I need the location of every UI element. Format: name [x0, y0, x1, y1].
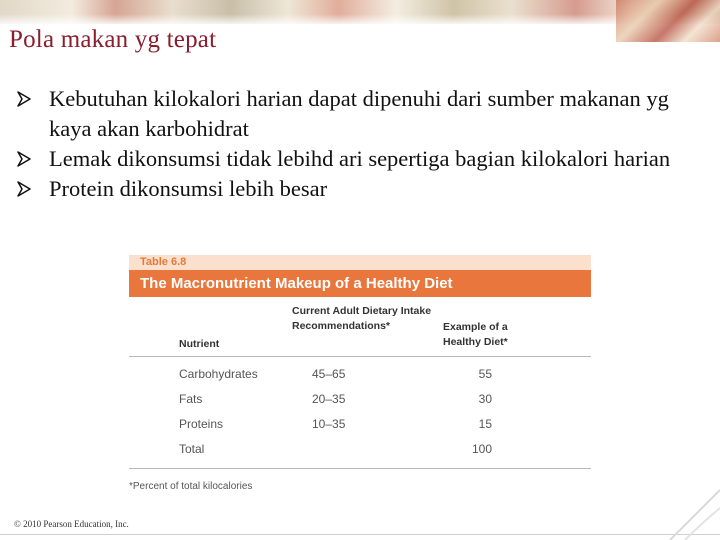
corner-food-image [616, 0, 720, 42]
copyright-notice: © 2010 Pearson Education, Inc. [14, 519, 129, 529]
bottom-divider [0, 534, 720, 535]
cell-nutrient: Carbohydrates [179, 367, 258, 381]
cell-nutrient: Total [179, 442, 205, 456]
bullet-text: Kebutuhan kilokalori harian dapat dipenuhi dari sumber makanan yg kaya akan karbohidrat [49, 86, 669, 141]
bullet-text: Protein dikonsumsi lebih besar [49, 176, 328, 201]
cell-example: 100 [471, 442, 492, 456]
table-label: Table 6.8 [129, 255, 591, 270]
bullet-item [17, 84, 697, 144]
table-footnote: *Percent of total kilocalories [129, 481, 253, 492]
arrow-bullet-icon [17, 151, 31, 167]
cell-recommendation: 45–65 [312, 367, 346, 381]
cell-nutrient: Fats [179, 392, 203, 406]
table-title: The Macronutrient Makeup of a Healthy Diet [129, 270, 591, 297]
cell-example: 30 [478, 392, 492, 406]
cell-nutrient: Proteins [179, 417, 224, 431]
bullet-item [17, 144, 697, 174]
cell-example: 55 [478, 367, 492, 381]
cell-example: 15 [478, 417, 492, 431]
table-header-rule [129, 356, 591, 357]
arrow-bullet-icon [17, 181, 31, 197]
header-recommendation: Current Adult Dietary Intake Recommendations* [292, 305, 432, 332]
cell-recommendation: 20–35 [312, 392, 346, 406]
bullet-list [17, 84, 697, 204]
cell-recommendation: 10–35 [312, 417, 346, 431]
arrow-bullet-icon [17, 91, 31, 107]
banner-fade [0, 14, 720, 26]
corner-swoosh-icon [660, 480, 720, 540]
bullet-text: Lemak dikonsumsi tidak lebihd ari sepertiga bagian kilokalori harian [49, 146, 671, 171]
bullet-item [17, 174, 697, 204]
slide-title: Pola makan yg tepat [9, 26, 217, 53]
header-example: Example of a Healthy Diet* [443, 321, 508, 348]
macronutrient-table [129, 255, 591, 493]
header-nutrient: Nutrient [179, 338, 220, 350]
table-bottom-rule [129, 468, 591, 469]
